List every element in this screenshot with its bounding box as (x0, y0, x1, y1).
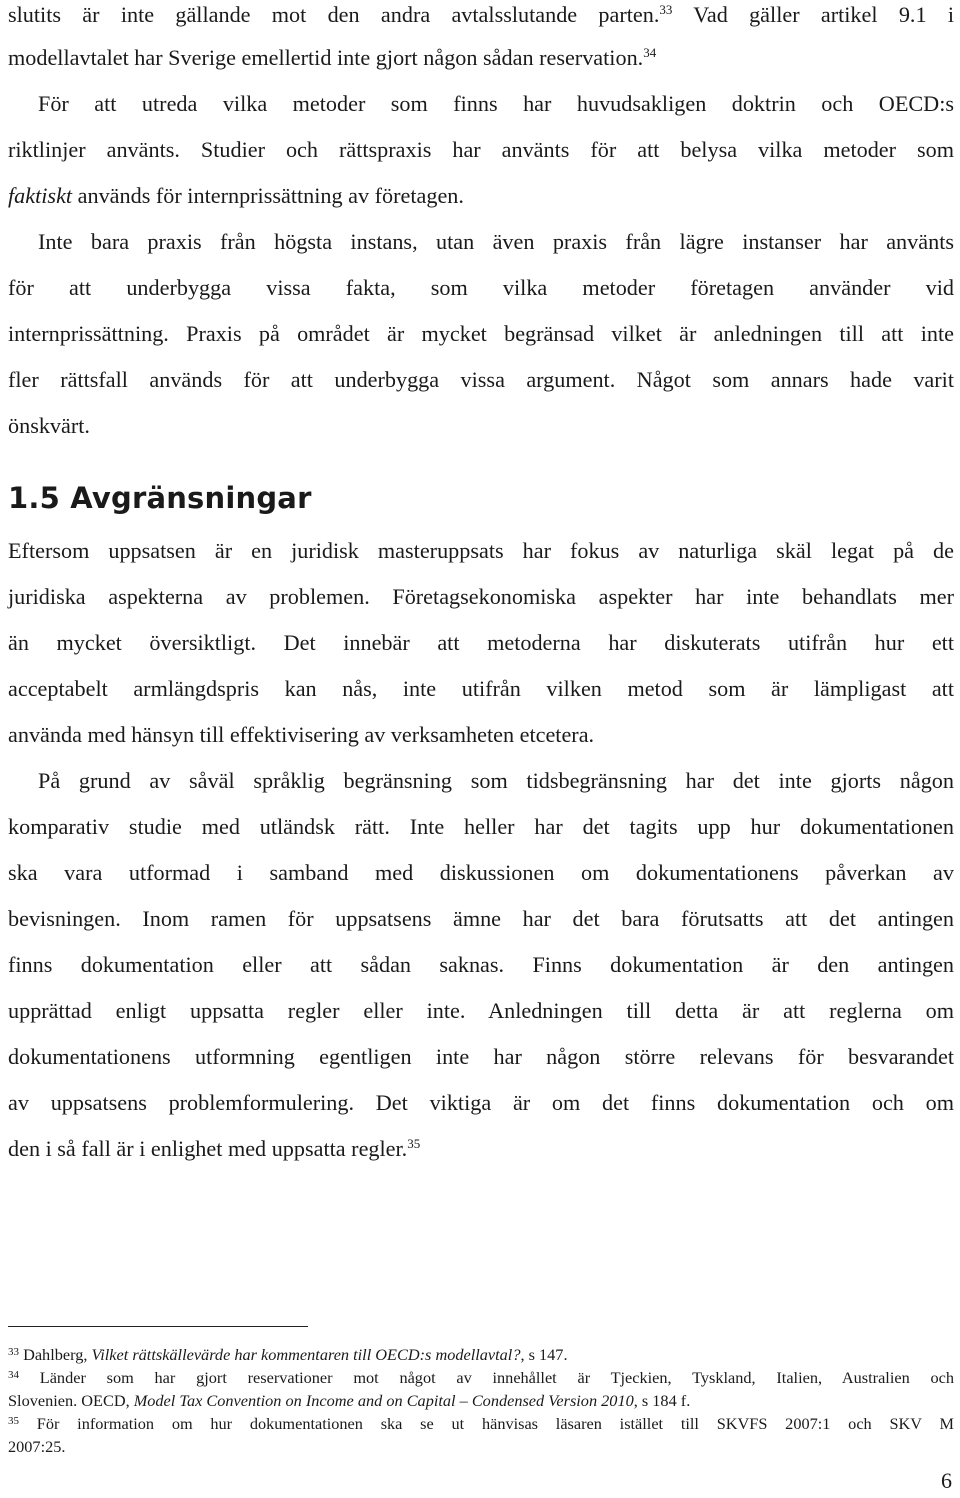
text-run: slutits är inte gällande mot den andra avtalsslutande parten. (8, 2, 660, 27)
italic-text: faktiskt (8, 183, 73, 208)
text-run: för att underbygga vissa fakta, som vilka metoder företagen använder vid (8, 275, 954, 300)
text-run: av uppsatsens problemformulering. Det viktiga är om det finns dokumentation och om (8, 1090, 954, 1115)
text-run: För att utreda vilka metoder som finns har huvudsakligen doktrin och OECD:s (38, 91, 954, 116)
text-run: Inte bara praxis från högsta instans, utan även praxis från lägre instanser har använts (38, 229, 954, 254)
text-run: 2007:25. (8, 1437, 66, 1456)
body-text-line (8, 720, 954, 750)
text-run: dokumentationens utformning egentligen inte har någon större relevans för besvarandet (8, 1044, 954, 1069)
footnote-reference: 33 (8, 1346, 19, 1358)
body-text-line (8, 582, 954, 612)
body-text-line (38, 227, 954, 257)
text-run: , s 184 f. (633, 1391, 691, 1410)
text-run: juridiska aspekterna av problemen. Företagsekonomiska aspekter har inte behandlats mer (8, 584, 954, 609)
body-text-line (8, 1042, 954, 1072)
text-run: finns dokumentation eller att sådan saknas. Finns dokumentation är den antingen (8, 952, 954, 977)
text-run: fler rättsfall används för att underbygga vissa argument. Något som annars hade varit (8, 367, 954, 392)
body-text-line (8, 135, 954, 165)
body-text-line (8, 628, 954, 658)
text-run: upprättad enligt uppsatta regler eller inte. Anledningen till detta är att reglerna om (8, 998, 954, 1023)
body-text-line (8, 411, 954, 441)
text-run: riktlinjer använts. Studier och rättspraxis har använts för att belysa vilka metoder som (8, 137, 954, 162)
body-text-line (8, 273, 954, 303)
text-run: Dahlberg, (19, 1345, 92, 1364)
body-text-line (38, 89, 954, 119)
body-text-line (8, 812, 954, 842)
footnote-reference: 35 (8, 1415, 19, 1427)
body-text-line (8, 1134, 954, 1164)
text-run: ska vara utformad i samband med diskussionen om dokumentationens påverkan av (8, 860, 954, 885)
italic-text: Vilket rättskällevärde har kommentaren till OECD:s modellavtal? (91, 1345, 521, 1364)
text-run: den i så fall är i enlighet med uppsatta regler. (8, 1136, 408, 1161)
text-run: acceptabelt armlängdspris kan nås, inte utifrån vilken metod som är lämpligast att (8, 676, 954, 701)
body-text-line (8, 950, 954, 980)
text-run: modellavtalet har Sverige emellertid inte gjort någon sådan reservation. (8, 45, 644, 70)
body-text-line (8, 536, 954, 566)
footnote-reference: 34 (643, 45, 657, 60)
footnote-line (8, 1390, 954, 1412)
text-run: Eftersom uppsatsen är en juridisk masteruppsats har fokus av naturliga skäl legat på de (8, 538, 954, 563)
body-text-line (8, 1088, 954, 1118)
text-run: bevisningen. Inom ramen för uppsatsens ämne har det bara förutsatts att det antingen (8, 906, 954, 931)
text-run: För information om hur dokumentationen ska se ut hänvisas läsaren istället till SKVFS 2007:1 och SKV M (19, 1414, 954, 1433)
footnote-line (8, 1436, 954, 1458)
body-text-line (8, 181, 954, 211)
footnote-reference: 35 (407, 1136, 421, 1151)
text-run: används för internprissättning av företagen. (72, 183, 464, 208)
footnote-line (8, 1367, 954, 1389)
text-run: än mycket översiktligt. Det innebär att metoderna har diskuterats utifrån hur ett (8, 630, 954, 655)
text-run: Slovenien. OECD, (8, 1391, 134, 1410)
text-run: komparativ studie med utländsk rätt. Inte heller har det tagits upp hur dokumentationen (8, 814, 954, 839)
body-text-line (8, 674, 954, 704)
body-text-line (8, 858, 954, 888)
section-heading: 1.5 Avgränsningar (8, 481, 312, 515)
italic-text: Model Tax Convention on Income and on Capital – Condensed Version 2010 (133, 1391, 634, 1410)
body-text-line (38, 766, 954, 796)
footnote-separator (8, 1326, 308, 1327)
footnote-reference: 33 (659, 2, 673, 17)
page-number: 6 (941, 1468, 952, 1493)
body-text-line (8, 996, 954, 1026)
body-text-line (8, 904, 954, 934)
text-run: På grund av såväl språklig begränsning som tidsbegränsning har det inte gjorts någon (38, 768, 954, 793)
body-text-line (8, 365, 954, 395)
text-run: internprissättning. Praxis på området är mycket begränsad vilket är anledningen till att inte (8, 321, 954, 346)
text-run: använda med hänsyn till effektivisering av verksamheten etcetera. (8, 722, 595, 747)
body-text-line (8, 43, 954, 73)
body-text-line (8, 0, 954, 30)
footnote-reference: 34 (8, 1369, 19, 1381)
text-run: Vad gäller artikel 9.1 i (672, 2, 954, 27)
text-run: Länder som har gjort reservationer mot något av innehållet är Tjeckien, Tyskland, Italien, Australien och (19, 1368, 954, 1387)
footnote-line (8, 1413, 954, 1435)
body-text-line (8, 319, 954, 349)
text-run: önskvärt. (8, 413, 90, 438)
footnote-line (8, 1344, 954, 1366)
text-run: , s 147. (520, 1345, 568, 1364)
